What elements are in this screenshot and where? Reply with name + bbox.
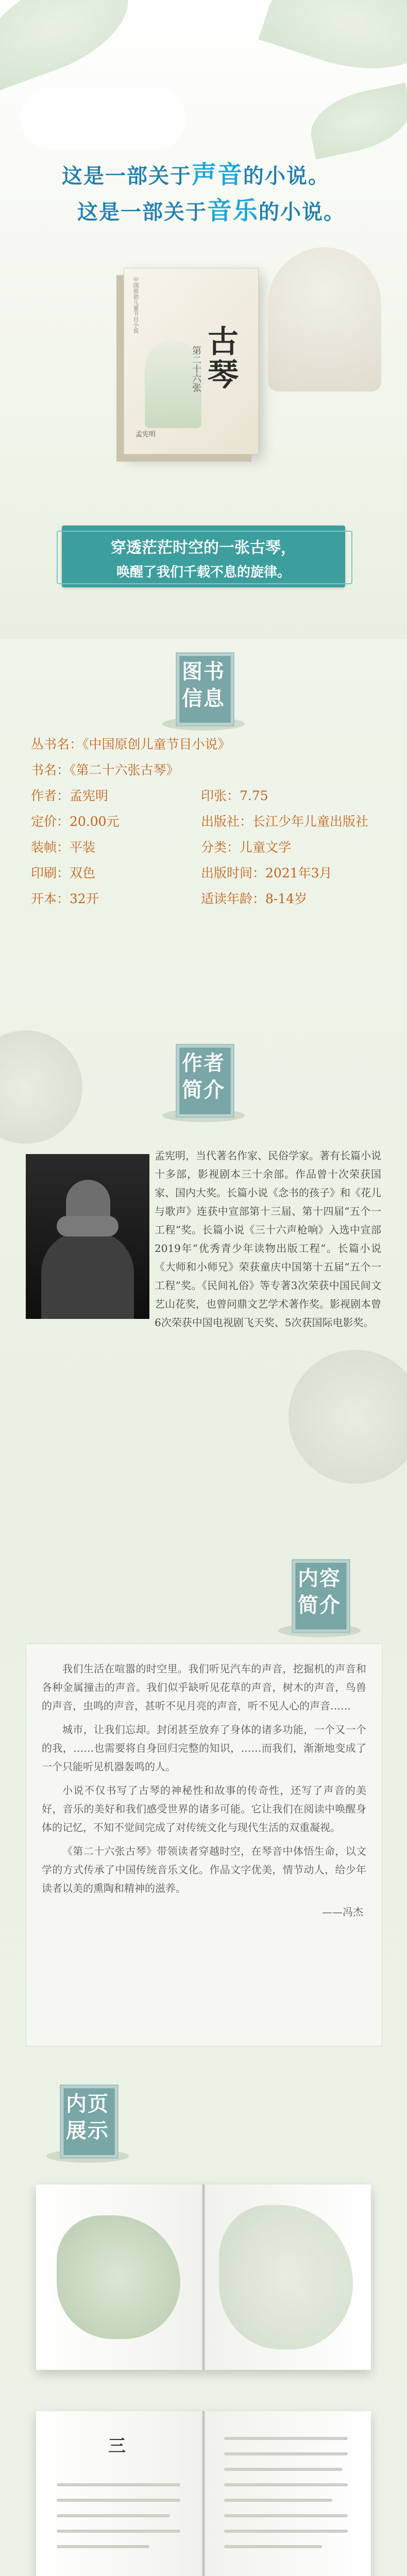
info-value: 20.00元 <box>70 814 120 829</box>
book-info-heading <box>173 649 234 726</box>
cover-subtitle: 第二十六张 <box>191 346 201 392</box>
page-illustration <box>57 2215 180 2339</box>
page-gutter <box>202 2184 205 2370</box>
text-line <box>57 2514 170 2517</box>
banner-line-2: 唤醒了我们千载不息的旋律。 <box>116 565 291 580</box>
info-value: 儿童文学 <box>240 840 292 855</box>
page-gutter <box>202 2411 205 2576</box>
tagline-text: 这是一部关于 <box>62 164 192 188</box>
info-value: 2021年3月 <box>265 866 332 880</box>
photo-hands <box>57 1216 118 1236</box>
info-row-printing <box>31 860 381 886</box>
info-value: 32开 <box>70 891 99 906</box>
synopsis-heading <box>289 1556 350 1633</box>
info-value: 孟宪明 <box>70 788 109 803</box>
info-label: 书名： <box>31 762 70 777</box>
info-value: 平装 <box>70 840 96 855</box>
info-label: 丛书名： <box>31 737 83 752</box>
text-line <box>224 2514 348 2517</box>
book-info-list <box>31 732 381 912</box>
tagline-2 <box>77 191 345 226</box>
text-line <box>224 2437 348 2440</box>
info-label: 装帧： <box>31 840 70 855</box>
text-line <box>224 2468 343 2471</box>
info-label: 出版社： <box>201 814 253 829</box>
synopsis-paragraph: 城市，让我们忘却。封闭甚至放弃了身体的诸多功能，一个又一个的我，……也需要将自身回归完整的知识，……而我们，渐渐地变成了一个只能听见机器轰鸣的人。 <box>42 1723 366 1773</box>
synopsis-paragraph: 我们生活在喧嚣的时空里。我们听见汽车的声音，挖掘机的声音和各种金属撞击的声音。我们似乎缺听见花草的声音，树木的声音，鸟兽的声音，虫鸣的声音，甚听不见月亮的声音，听不见人心的声音…… <box>42 1663 366 1712</box>
author-photo <box>26 1154 149 1319</box>
synopsis-paragraph: 《第二十六张古琴》带领读者穿越时空，在琴音中体悟生命，以文学的方式传承了中国传统音乐文化。作品文字优美，情节动人，给少年读者以美的熏陶和精神的滋养。 <box>42 1845 366 1894</box>
info-label: 适读年龄： <box>201 891 266 906</box>
leaf-decoration <box>259 0 407 90</box>
page-right <box>204 2184 371 2370</box>
tagline-text: 的小说。 <box>243 164 330 188</box>
hero-banner <box>62 526 345 587</box>
heading-text: 内页展示 <box>66 2092 109 2143</box>
info-row-series <box>31 732 381 757</box>
info-row-price <box>31 809 381 835</box>
tagline-1 <box>62 155 330 190</box>
info-label: 印刷： <box>31 866 70 880</box>
text-line <box>224 2545 322 2548</box>
heading-text: 图书信息 <box>182 659 225 710</box>
info-label: 定价： <box>31 814 70 829</box>
tagline-text: 的小说。 <box>259 200 346 224</box>
info-row-author <box>31 783 381 809</box>
tagline-text: 这是一部关于 <box>77 200 207 224</box>
tagline-highlight: 声音 <box>192 160 244 189</box>
info-label: 分类： <box>201 840 240 855</box>
synopsis-card <box>26 1643 382 2046</box>
photo-body <box>41 1231 134 1319</box>
info-label: 出版时间： <box>201 866 266 880</box>
text-line <box>57 2483 180 2486</box>
page-spread <box>36 2184 371 2370</box>
author-heading <box>173 1041 234 1118</box>
info-label: 作者： <box>31 788 70 803</box>
leaf-decoration <box>304 82 407 159</box>
synopsis-signature: ——冯杰 <box>322 1906 363 1918</box>
page-left <box>36 2184 204 2370</box>
info-value: 《中国原创儿童节目小说》 <box>82 737 231 752</box>
info-value: 长江少年儿童出版社 <box>252 814 369 829</box>
info-value: 双色 <box>70 866 96 880</box>
heading-text: 内容简介 <box>298 1566 341 1617</box>
book-info-section <box>0 639 407 948</box>
info-row-format <box>31 886 381 912</box>
text-line <box>224 2530 348 2533</box>
text-line <box>224 2499 332 2502</box>
flower-decoration <box>0 1030 82 1144</box>
text-line <box>224 2483 348 2486</box>
heading-text: 作者简介 <box>182 1051 225 1102</box>
info-value: 7.75 <box>240 788 268 803</box>
page-right <box>204 2411 371 2576</box>
info-row-binding <box>31 835 381 860</box>
cover-series: 中国原创儿童节目小说 <box>132 277 139 333</box>
hero-section <box>0 0 407 639</box>
page-left <box>36 2411 204 2576</box>
text-line <box>224 2452 348 2455</box>
inner-pages-section <box>0 2081 407 2576</box>
synopsis-section <box>0 1540 407 2076</box>
text-line <box>57 2499 180 2502</box>
info-label: 印张： <box>201 788 240 803</box>
cloud-decoration <box>21 88 185 149</box>
cover-author: 孟宪明 <box>135 431 156 438</box>
leaf-decoration <box>0 0 143 91</box>
flower-decoration <box>289 1350 407 1484</box>
zither-player-illustration <box>268 247 381 392</box>
text-line <box>57 2530 180 2533</box>
book-cover <box>124 268 259 454</box>
synopsis-paragraph: 小说不仅书写了古琴的神秘性和故事的传奇性，还写了声音的美好，音乐的美好和我们感受世界的诸多可能。它让我们在阅读中唤醒身体的记忆，不知不觉间完成了对传统文化与现代生活的双重凝视。 <box>42 1784 366 1834</box>
author-bio: 孟宪明，当代著名作家、民俗学家。著有长篇小说十多部，影视剧本三十余部。作品曾十次荣获国家、国内大奖。长篇小说《念书的孩子》和《花儿与歌声》连获中宣部第十三届、第十四届“五个一工程”奖。长篇小说《三十六声枪响》入选中宣部2019年“优秀青少年读物出版工程”。长篇小说《大师和小师兄》荣获童庆中国第十五届“五个一工程”奖。《民间礼俗》等专著3次荣获中国民间文艺山花奖，也曾问鼎文艺学术著作奖。影视剧本曾6次荣获中国电视剧飞天奖、5次获国际电影奖。 <box>155 1149 381 1329</box>
inner-pages-heading <box>57 2081 118 2159</box>
info-value: 8-14岁 <box>265 891 308 906</box>
author-section <box>0 1020 407 1494</box>
page-illustration <box>219 2205 353 2349</box>
tagline-highlight: 音乐 <box>207 196 259 225</box>
info-value: 《第二十六张古琴》 <box>70 762 179 777</box>
banner-line-1: 穿透茫茫时空的一张古琴， <box>111 539 296 557</box>
info-row-title <box>31 757 381 783</box>
text-line <box>57 2545 149 2548</box>
chapter-number: 三 <box>108 2436 126 2456</box>
info-label: 开本： <box>31 891 70 906</box>
page-spread <box>36 2411 371 2576</box>
cover-title: 古琴 <box>202 325 239 391</box>
